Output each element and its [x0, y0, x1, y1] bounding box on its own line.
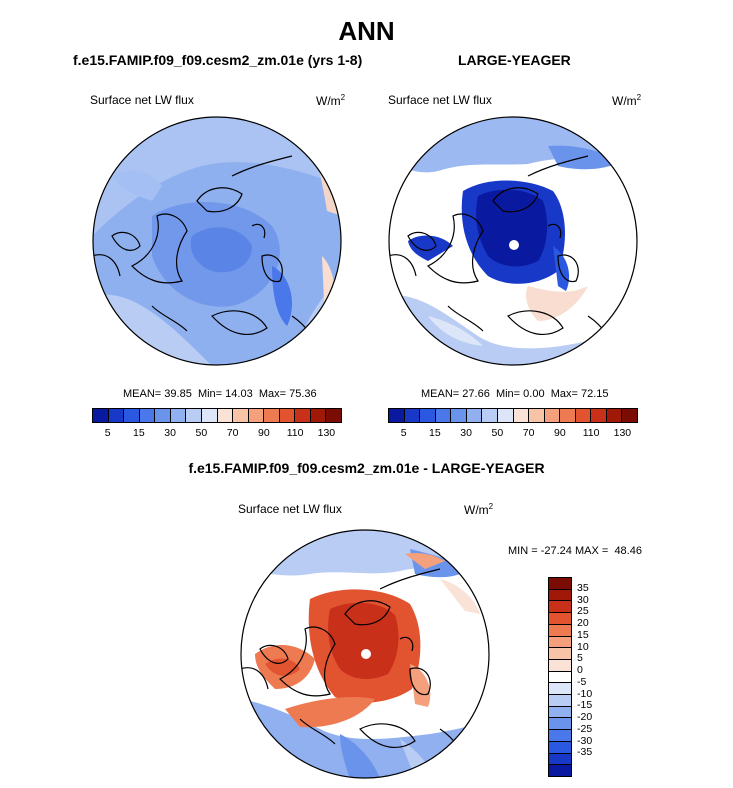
colorbar-box	[498, 409, 514, 422]
panel2-units: $W/m^2$	[612, 93, 642, 108]
colorbar-box	[591, 409, 607, 422]
colorbar-box	[549, 648, 571, 660]
colorbar-box	[549, 754, 571, 766]
colorbar-box	[155, 409, 171, 422]
colorbar-tick-label: 5	[577, 652, 583, 665]
colorbar-box	[218, 409, 234, 422]
colorbar-box	[311, 409, 327, 422]
colorbar-box	[405, 409, 421, 422]
panel1-units: $W/m^2$	[316, 93, 346, 108]
panel3-colorbar	[548, 577, 572, 777]
panel1-colorbar	[92, 408, 342, 423]
colorbar-tick-label: 0	[577, 664, 583, 677]
colorbar-box	[140, 409, 156, 422]
colorbar-box	[549, 637, 571, 649]
colorbar-tick-label: -20	[577, 711, 593, 724]
colorbar-tick-label: -5	[577, 675, 587, 688]
colorbar-tick-label: 110	[582, 427, 600, 439]
panel2-field-label: Surface net LW flux	[388, 93, 492, 107]
main-title: ANN	[338, 16, 395, 46]
colorbar-box	[93, 409, 109, 422]
colorbar-box	[549, 613, 571, 625]
colorbar-tick-label: 50	[195, 427, 208, 439]
colorbar-tick-label: 50	[491, 427, 504, 439]
colorbar-tick-label: 30	[460, 427, 472, 439]
colorbar-tick-label: 30	[164, 427, 176, 439]
colorbar-box	[549, 683, 571, 695]
colorbar-box	[436, 409, 452, 422]
colorbar-tick-label: 15	[133, 427, 145, 439]
colorbar-box	[549, 718, 571, 730]
panel3-polar-map	[240, 529, 490, 779]
colorbar-box	[622, 409, 637, 422]
colorbar-tick-label: 15	[577, 628, 589, 641]
colorbar-box	[280, 409, 296, 422]
panel1-field-label: Surface net LW flux	[90, 93, 194, 107]
colorbar-box	[264, 409, 280, 422]
colorbar-tick-label: 70	[522, 427, 535, 439]
panel3-field-label: Surface net LW flux	[238, 502, 342, 516]
colorbar-box	[549, 730, 571, 742]
colorbar-tick-label: 130	[613, 427, 632, 439]
colorbar-tick-label: 15	[429, 427, 441, 439]
colorbar-box	[549, 578, 571, 590]
colorbar-box	[549, 590, 571, 602]
colorbar-box	[295, 409, 311, 422]
colorbar-box	[560, 409, 576, 422]
panel3-units: $W/m^2$	[464, 502, 494, 517]
colorbar-box	[233, 409, 249, 422]
colorbar-box	[549, 660, 571, 672]
colorbar-box	[514, 409, 530, 422]
colorbar-tick-label: 30	[577, 593, 589, 606]
colorbar-tick-label: 70	[226, 427, 239, 439]
colorbar-tick-label: 5	[400, 427, 407, 439]
panel2-colorbar	[388, 408, 638, 423]
colorbar-box	[482, 409, 498, 422]
colorbar-box	[326, 409, 341, 422]
panel1-subtitle: f.e15.FAMIP.f09_f09.cesm2_zm.01e (yrs 1-8)	[73, 52, 363, 68]
colorbar-box	[109, 409, 125, 422]
colorbar-box	[420, 409, 436, 422]
colorbar-tick-label: -10	[577, 687, 593, 700]
panel2-polar-map	[388, 116, 638, 366]
colorbar-box	[389, 409, 405, 422]
colorbar-box	[549, 672, 571, 684]
colorbar-box	[549, 707, 571, 719]
colorbar-box	[607, 409, 623, 422]
colorbar-box	[549, 695, 571, 707]
colorbar-box	[549, 765, 571, 776]
panel3-stats: MIN = -27.24 MAX = 48.46	[508, 545, 642, 557]
colorbar-tick-label: 35	[577, 581, 589, 594]
colorbar-box	[549, 625, 571, 637]
colorbar-tick-label: 20	[577, 617, 589, 630]
panel2-pole-marker	[509, 240, 519, 250]
colorbar-tick-label: -30	[577, 734, 593, 747]
colorbar-box	[545, 409, 561, 422]
colorbar-tick-label: 130	[317, 427, 336, 439]
colorbar-box	[549, 742, 571, 754]
colorbar-box	[576, 409, 592, 422]
panel3-subtitle: f.e15.FAMIP.f09_f09.cesm2_zm.01e - LARGE-YEAGER	[188, 460, 545, 476]
panel3-pole-marker	[361, 649, 371, 659]
colorbar-tick-label: 10	[577, 640, 589, 653]
colorbar-box	[202, 409, 218, 422]
colorbar-box	[467, 409, 483, 422]
colorbar-tick-label: 90	[258, 427, 270, 439]
colorbar-box	[529, 409, 545, 422]
colorbar-box	[124, 409, 140, 422]
panel2-stats: MEAN= 27.66 Min= 0.00 Max= 72.15	[421, 388, 609, 400]
colorbar-box	[549, 601, 571, 613]
panel2-subtitle: LARGE-YEAGER	[458, 52, 571, 68]
colorbar-tick-label: 5	[104, 427, 111, 439]
colorbar-tick-label: -35	[577, 746, 593, 759]
colorbar-box	[186, 409, 202, 422]
colorbar-box	[171, 409, 187, 422]
panel1-polar-map	[92, 116, 342, 366]
colorbar-tick-label: 25	[577, 605, 589, 618]
colorbar-tick-label: 90	[554, 427, 566, 439]
colorbar-box	[249, 409, 265, 422]
colorbar-tick-label: -25	[577, 722, 593, 735]
colorbar-tick-label: -15	[577, 699, 593, 712]
panel1-stats: MEAN= 39.85 Min= 14.03 Max= 75.36	[123, 388, 317, 400]
colorbar-tick-label: 110	[286, 427, 304, 439]
colorbar-box	[451, 409, 467, 422]
